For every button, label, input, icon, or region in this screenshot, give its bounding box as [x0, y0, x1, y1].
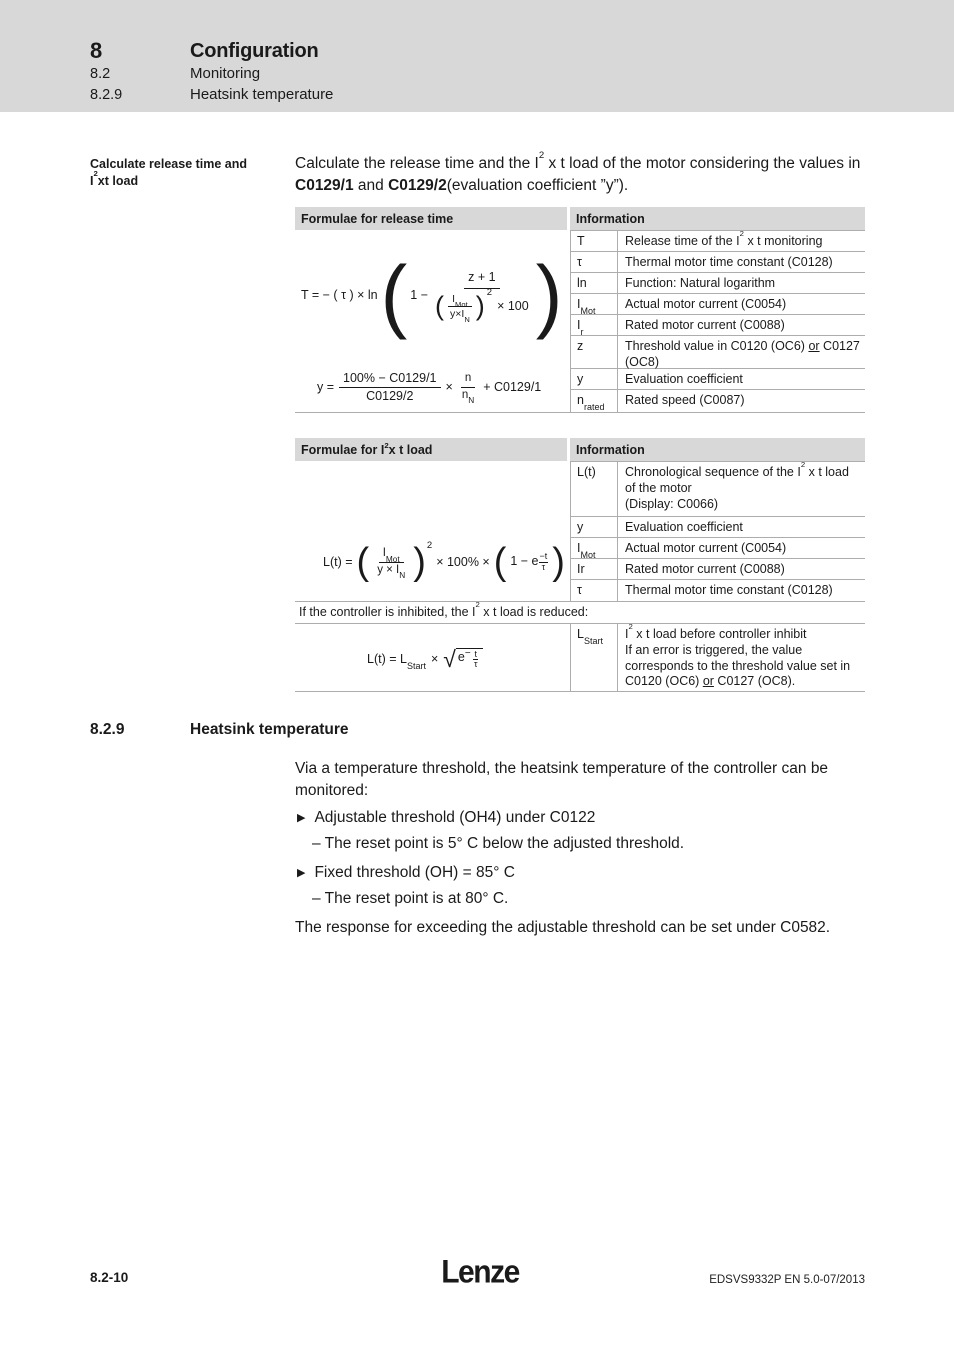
- sub-bullet-reset-point-1: – The reset point is 5° C below the adjusted threshold.: [312, 835, 685, 852]
- row-description: $I^2$ x t load before controller inhibit If an error is triggered, the value corresponds to the threshold value set in C0120 (OC6) or C0127 (OC8).: [625, 622, 851, 689]
- row-description: Actual motor current (C0054): [618, 294, 865, 315]
- row-symbol: ln: [570, 273, 618, 294]
- document-reference: EDSVS9332P EN 5.0-07/2013: [709, 1274, 865, 1286]
- heatsink-paragraph: Via a temperature threshold, the heatsink temperature of the controller can be monitored:: [295, 760, 829, 799]
- row-symbol: L(t): [570, 461, 618, 517]
- chapter-number: 8: [90, 38, 103, 63]
- row-symbol: τ: [570, 252, 618, 273]
- row-symbol: $L_{Start}$: [570, 624, 618, 691]
- row-description: Chronological sequence of the $I^2$ x t load of the motor (Display: C0066): [618, 461, 865, 517]
- table-row: [295, 623, 865, 692]
- subsection-title: Heatsink temperature: [190, 86, 334, 103]
- n-fraction: $\frac{n}{n_N}$: [461, 372, 475, 406]
- row-description: Evaluation coefficient: [618, 369, 865, 390]
- release-table-title: Formulae for release time: [295, 207, 567, 230]
- row-symbol: $I_{Mot}$: [570, 538, 618, 559]
- heatsink-section-title: Heatsink temperature: [190, 721, 349, 738]
- row-symbol: Ir: [570, 559, 618, 580]
- row-symbol: $I_r$: [570, 315, 618, 336]
- square-root: √ e− $\frac{t}{\tau}$: [443, 648, 483, 671]
- release-table-body: [295, 230, 865, 413]
- ixt-load-table: [295, 438, 865, 692]
- triangle-bullet-icon: ▶: [297, 867, 306, 879]
- margin-note-line1: Calculate release time and: [90, 157, 248, 171]
- row-description: Thermal motor time constant (C0128): [618, 252, 865, 273]
- table-row: [295, 461, 865, 517]
- row-description: Evaluation coefficient: [618, 517, 865, 538]
- code-ref-c0129-2: C0129/2: [388, 176, 447, 194]
- row-description: Thermal motor time constant (C0128): [625, 583, 833, 597]
- row-description: Actual motor current (C0054): [618, 538, 865, 559]
- row-symbol: T: [570, 230, 618, 252]
- row-symbol: τ: [570, 580, 618, 601]
- exponent-fraction: $\frac{-t}{\tau}$: [539, 551, 548, 572]
- big-open-paren: (: [380, 249, 408, 340]
- code-ref-c0129-1: C0129/1: [295, 176, 354, 194]
- lenze-logo: Lenze: [441, 1254, 519, 1291]
- triangle-bullet-icon: ▶: [297, 812, 306, 824]
- row-description: Release time of the $I^2$ x t monitoring: [618, 230, 865, 252]
- row-description: Rated motor current (C0088): [618, 315, 865, 336]
- big-close-paren: ): [535, 249, 563, 340]
- load-table-body: [295, 461, 865, 601]
- section-title: Monitoring: [190, 65, 261, 82]
- table-row: [295, 336, 865, 369]
- row-description: Function: Natural logarithm: [618, 273, 865, 294]
- load-table-title: Formulae for I $^2$ x t load: [295, 438, 567, 461]
- fraction: $\frac{100\% - C0129/1}{C0129/2}$: [339, 371, 440, 403]
- lstart-formula: $L(t) = L_{Start}$ × √ e− $\frac{t}{\tau}$: [367, 642, 483, 676]
- row-description: Rated speed (C0087): [625, 393, 745, 407]
- subsection-number: 8.2.9: [90, 87, 123, 103]
- row-symbol: y: [570, 369, 618, 390]
- current-fraction: $\frac{I_{Mot}}{y \times I_N}$: [377, 547, 406, 581]
- row-symbol: y: [570, 517, 618, 538]
- chapter-title: Configuration: [190, 40, 319, 62]
- header-band: [0, 0, 954, 112]
- sub-bullet-reset-point-2: – The reset point is at 80° C.: [312, 890, 509, 907]
- ixt-load-formula: L(t) = ( $\frac{I_{Mot}}{y \times I_N}$ ) 2 × 100% × ( 1 − e $\frac{-t}{\tau}$ ): [323, 539, 565, 583]
- bullet-adjustable-threshold: ▶ Adjustable threshold (OH4) under C0122: [297, 809, 596, 826]
- page-number: 8.2-10: [90, 1270, 129, 1285]
- heatsink-section-number: 8.2.9: [90, 721, 125, 738]
- margin-note: [90, 156, 290, 189]
- section-number: 8.2: [90, 66, 111, 82]
- load-table-header: [295, 438, 865, 461]
- controller-inhibited-note: If the controller is inhibited, the $I^2$ x t load is reduced:: [295, 601, 865, 623]
- release-time-formula: T = − ( τ ) × ln ( 1 − z + 1 ( $\frac{I_{Mot}}{y\times I_N}$ ) 2 × 100 ): [301, 249, 563, 340]
- main-fraction: z + 1 ( $\frac{I_{Mot}}{y\times I_N}$ ) 2 × 100: [435, 269, 529, 324]
- release-time-table-header: [295, 207, 865, 230]
- margin-note-line2: $I^2xt$ load: [90, 168, 139, 188]
- exponent-fraction: $\frac{t}{\tau}$: [473, 648, 478, 669]
- inner-fraction: $\frac{I_{Mot}}{y\times I_N}$: [450, 292, 470, 324]
- row-symbol: $n_{rated}$: [570, 390, 618, 412]
- y-coefficient-formula: y = $\frac{100\% - C0129/1}{C0129/2}$ × $\frac{n}{n_N}$ + C0129/1: [317, 371, 542, 406]
- intro-paragraph: Calculate the release time and the $I^2$ x t load of the motor considering the values in C0129/1 and C0129/2(evaluation coefficient ”y”).: [295, 149, 861, 194]
- row-description: Threshold value in C0120 (OC6) or C0127 (OC8): [618, 336, 865, 369]
- row-symbol: z: [570, 336, 618, 369]
- load-table-info-title: Information: [570, 438, 865, 461]
- release-table-info-title: Information: [570, 207, 865, 230]
- row-symbol: $I_{Mot}$: [570, 294, 618, 315]
- response-paragraph: The response for exceeding the adjustable threshold can be set under C0582.: [295, 919, 831, 936]
- table-row: [295, 517, 865, 538]
- release-time-table: [295, 207, 865, 413]
- bullet-fixed-threshold: ▶ Fixed threshold (OH) = 85° C: [297, 864, 515, 881]
- row-description: Rated motor current (C0088): [618, 559, 865, 580]
